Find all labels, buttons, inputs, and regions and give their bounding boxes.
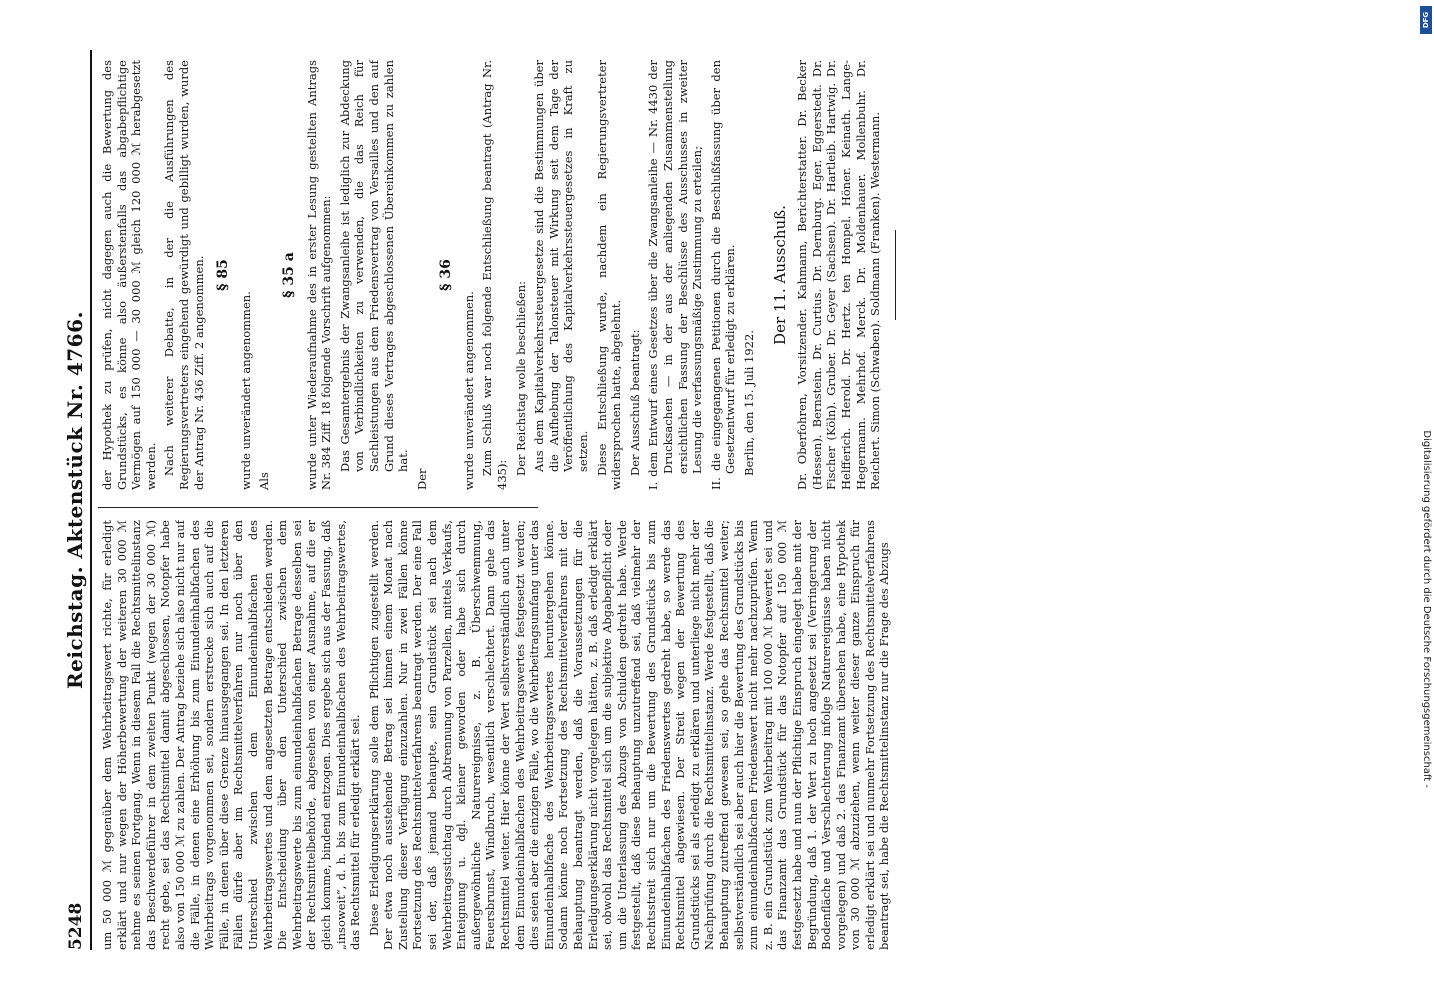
resolution-text: Aus dem Kapitalverkehrssteuergesetze sind die Bestimmungen über die Aufhebung der Talonsteuer mit Wirkung seit dem Tage der Veröffentlichung des Kapitalverkehrssteuergesetzes in Kraft zu setzen.	[532, 60, 591, 472]
dfg-logo-icon	[1420, 6, 1432, 34]
dfg-logo-text: DFG	[1422, 11, 1430, 29]
motion-item-2: II. die eingegangenen Petitionen durch die Beschlußfassung über den Gesetzentwurf für erledigt zu erklären.	[708, 60, 738, 490]
committee-signature: Der 11. Ausschuß.	[770, 205, 789, 345]
paragraph: Nach weiterer Debatte, in der die Ausführungen des Regierungsvertreters eingehend gewürdigt und gebilligt wurden, wurde der Antrag Nr. 436 Ziff. 2 angenommen.	[162, 60, 206, 490]
right-column	[100, 60, 1140, 490]
paragraph: Der	[414, 468, 429, 490]
paragraph: Zum Schluß war noch folgende Entschließung beantragt (Antrag Nr. 435):	[480, 60, 510, 490]
paragraph: Der Ausschuß beantragt:	[627, 329, 642, 476]
digitization-credit: Digitalisierung gefördert durch die Deutsche Forschungsgemeinschaft -	[1421, 430, 1432, 788]
page-number: 5248	[66, 902, 86, 950]
page-header	[60, 50, 92, 950]
paragraph: Diese Erledigungserklärung solle dem Pflichtigen zugestellt werden. Der etwa noch ausstehende Betrag sei binnen einem Monat nach Zustellung dieser Verfügung einzuzahlen. Nur in zwei Fällen könne Fortsetzung des Rechtsmittelverfahrens beantragt werden. Der eine Fall sei der, daß jemand behaupte, sein Grundstück sei nach dem Wehrbeitragsstichtag durch Abtrennung von Parzellen, mittels Verkaufs, Enteignung u. dgl. kleiner geworden oder habe sich durch außergewöhnliche Naturereignisse, z. B. Überschwemmung, Feuersbrunst, Windbruch, wesentlich verschlechtert. Dann gehe das Rechtsmittel weiter. Hier könne der Wert selbstverständlich auch unter dem Einundeinhalbfachen des Wehrbeitragswertes festgesetzt werden; dies seien aber die einzigen Fälle, wo die Wehrbeitragsumfang unter das Einundeinhalbfache des Wehrbeitragswertes heruntergehen könne. Sodann könne noch Fortsetzung des Rechtsmittelverfahrens mit der Behauptung beantragt werden, daß die Voraussetzungen für die Erledigungserklärung nicht vorgelegen hätten, z. B. daß erledigt erklärt sei, obwohl das Rechtsmittel sich um die subjektive Abgabepflicht oder um die Unterlassung des Abzugs von Schulden gedreht habe. Werde festgestellt, daß diese Behauptung unzutreffend sei, daß vielmehr der Rechtsstreit sich nur um die Bewertung des Grundstücks bis zum Einundeinhalbfachen des Friedenswertes gedreht habe, so werde das Rechtsmittel abgewiesen. Der Streit wegen der Bewertung des Grundstücks sei als erledigt zu erklären und unterliege nicht mehr der Nachprüfung durch die Rechtsmittelinstanz. Werde festgestellt, daß die Behauptung zutreffend gewesen sei, so gehe das Rechtsmittel weiter; selbstverständlich sei aber auch hier die Bewertung des Grundstücks bis zum einundeinhalbfachen Friedenswert nicht mehr nachzuprüfen. Wenn z. B. ein Grundstück zum Wehrbeitrag mit 100 000 ℳ bewertet sei und das Finanzamt das Grundstück für das Notopfer auf 150 000 ℳ festgesetzt habe und nun der Pflichtige Einspruch eingelegt habe mit der Begründung, daß 1. der Wert zu hoch angesetzt sei (Verringerung der Bodenfläche und Verschlechterung infolge Naturereignisse haben nicht vorgelegen) und daß 2. das Finanzamt übersehen habe, eine Hypothek von 30 000 ℳ abzuziehen, wenn weiter dieser ganze Einspruch für erledigt erklärt sei und nunmehr Fortsetzung des Rechtsmittelverfahrens beantragt sei, habe die Rechtsmittelinstanz nur die Frage des Abzugs	[366, 520, 892, 950]
end-rule	[895, 230, 896, 320]
section-heading: § 35 a	[280, 252, 297, 298]
paragraph: Als	[257, 472, 272, 490]
paragraph: wurde unter Wiederaufnahme des in erster Lesung gestellten Antrags Nr. 384 Ziff. 18 folgende Vorschrift aufgenommen:	[304, 60, 334, 490]
paragraph: wurde unverändert angenommen.	[238, 291, 253, 490]
digitization-note	[1418, 8, 1432, 788]
quoted-provision: Das Gesamtergebnis der Zwangsanleihe ist lediglich zur Abdeckung von Verbindlichkeiten zu verwenden, die das Reich für Sachleistungen aus dem Friedensvertrag von Versailles und den auf Grund dieses Vertrages abgeschlossenen Übereinkommen zu zahlen hat.	[337, 60, 411, 472]
left-column	[100, 520, 1140, 950]
paragraph: um 50 000 ℳ gegenüber dem Wehrbeitragswert richte, für erledigt erklärt und nur wegen der Höherbewertung der weiteren 30 000 ℳ nehme es seinen Fortgang. Wenn in diesem Fall die Rechtsmittelinstanz das Beschwerdeführer in dem zweiten Punkt (wegen der 30 000 ℳ) recht gebe, sei das Rechtsmittel damit abgeschlossen, Notopfer habe also von 150 000 ℳ zu zahlen. Der Antrag beziehe sich also nicht nur auf die Fälle, in denen eine Erhöhung bis zum Einundeinhalbfachen des Wehrbeitrags vorgenommen sei, sondern erstrecke sich auch auf die Fälle, in denen über diese Grenze hinausgegangen sei. In den letzteren Fällen dürfe aber im Rechtsmittelverfahren nur noch über den Unterschied zwischen dem Einundeinhalbfachen des Wehrbeitragswertes und dem angesetzten Betrage entschieden werden. Die Entscheidung über den Unterschied zwischen dem Wehrbeitragswerte bis zum einundeinhalbfachen Betrage desselben sei der Rechtsmittelbehörde, abgesehen von einer Ausnahme, auf die er gleich komme, bindend entzogen. Dies ergebe sich aus der Fassung, daß „insoweit“, d. h. bis zum Einundeinhalbfachen des Wehrbeitragswertes, das Rechtsmittel für erledigt erklärt sei.	[100, 520, 363, 950]
date-line: Berlin, den 15. Juli 1922.	[741, 330, 756, 476]
column-divider	[98, 507, 538, 508]
committee-members: Dr. Oberfohren, Vorsitzender. Kahmann, Berichterstatter. Dr. Becker (Hessen). Bernstein. Dr. Curtius. Dr. Dernburg. Eger. Eggerstedt. Dr. Fischer (Köln). Gruber. Dr. Geyer (Sachsen). Dr. Hartleib. Hartwig. Dr. Helfferich. Herold. Dr. Hertz. ten Hompel. Höner. Keinath. Lange-Hegermann. Mehrhof. Merck. Dr. Moldenhauer. Mollenbuhr. Dr. Reichert. Simon (Schwaben). Soldmann (Franken). Westermann.	[795, 60, 883, 490]
page-title: Reichstag. Aktenstück Nr. 4766.	[63, 311, 87, 689]
paragraph: Der Reichstag wolle beschließen:	[513, 281, 528, 476]
motion-item-1: I. dem Entwurf eines Gesetzes über die Zwangsanleihe — Nr. 4430 der Drucksachen — in der aus der anliegenden Zusammenstellung ersichtlichen Fassung der Beschlüsse des Ausschusses in zweiter Lesung die verfassungsmäßige Zustimmung zu erteilen;	[646, 60, 705, 490]
paragraph: Diese Entschließung wurde, nachdem ein Regierungsvertreter widersprochen hatte, abgelehnt.	[594, 60, 624, 490]
paragraph: der Hypothek zu prüfen, nicht dagegen auch die Bewertung des Grundstücks, es könne also äußerstenfalls das abgabepflichtige Vermögen auf 150 000 — 30 000 ℳ gleich 120 000 ℳ herabgesetzt werden.	[100, 60, 158, 490]
section-heading: § 85	[215, 259, 232, 291]
paragraph: wurde unverändert angenommen.	[461, 291, 476, 490]
section-heading: § 36	[438, 259, 455, 291]
